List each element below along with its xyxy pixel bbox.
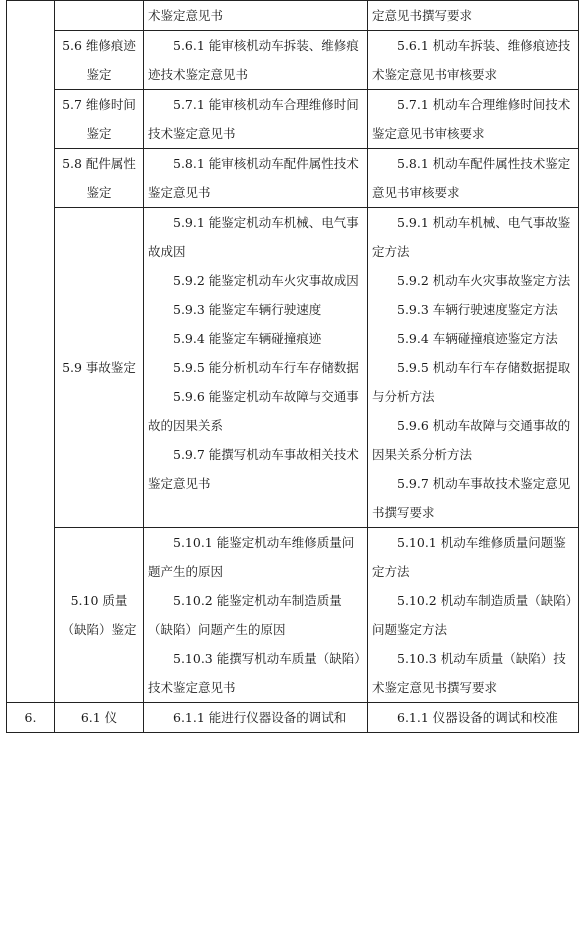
requirement-text: 5.10.2 机动车制造质量（缺陷）问题鉴定方法 [372,593,572,637]
requirement-text: 5.9.1 机动车机械、电气事故鉴定方法 [372,215,571,259]
category-text: 5.6 维修痕迹鉴定 [62,38,136,82]
category-cell [55,149,144,208]
table-row [7,149,579,208]
skill-cell [144,90,368,149]
category-cell [55,208,144,528]
requirement-text: 5.10.1 机动车维修质量问题鉴定方法 [372,535,566,579]
skill-cell [144,1,368,31]
requirement-cell [368,1,579,31]
skill-text: 5.9.7 能撰写机动车事故相关技术鉴定意见书 [148,447,359,491]
skill-text: 5.9.5 能分析机动车行车存储数据 [173,360,359,375]
requirement-text: 5.7.1 机动车合理维修时间技术鉴定意见书审核要求 [372,97,571,141]
requirement-text: 5.8.1 机动车配件属性技术鉴定意见书审核要求 [372,156,571,200]
skill-text: 5.10.3 能撰写机动车质量（缺陷）技术鉴定意见书 [148,651,361,695]
requirement-cell [368,528,579,703]
requirement-cell [368,90,579,149]
requirement-text: 5.9.3 车辆行驶速度鉴定方法 [397,302,558,317]
table-row [7,31,579,90]
requirement-cell [368,703,579,733]
category-text: 6.1 仪 [80,710,118,725]
skill-text: 5.9.3 能鉴定车辆行驶速度 [173,302,322,317]
requirement-text: 5.9.5 机动车行车存储数据提取与分析方法 [372,360,571,404]
category-cell [55,1,144,31]
skill-cell [144,208,368,528]
requirement-text: 5.9.6 机动车故障与交通事故的因果关系分析方法 [372,418,571,462]
skill-text: 5.9.4 能鉴定车辆碰撞痕迹 [173,331,322,346]
index-cell [7,703,55,733]
requirement-text: 5.10.3 机动车质量（缺陷）技术鉴定意见书撰写要求 [372,651,566,695]
table-row [7,208,579,528]
skill-text: 5.8.1 能审核机动车配件属性技术鉴定意见书 [148,156,359,200]
category-cell [55,31,144,90]
skill-cell [144,31,368,90]
index-text: 6. [24,710,37,725]
category-text: 5.7 维修时间鉴定 [62,97,136,141]
category-text: 5.9 事故鉴定 [62,360,136,375]
requirement-cell [368,31,579,90]
skill-cell [144,149,368,208]
requirement-cell [368,149,579,208]
category-cell [55,703,144,733]
requirement-text: 5.9.4 车辆碰撞痕迹鉴定方法 [397,331,558,346]
category-text: 5.10 质量（缺陷）鉴定 [61,593,137,637]
skill-text: 5.7.1 能审核机动车合理维修时间技术鉴定意见书 [148,97,359,141]
skill-standard-table [6,0,579,733]
skill-text: 6.1.1 能进行仪器设备的调试和 [173,710,347,725]
skill-text: 5.9.1 能鉴定机动车机械、电气事故成因 [148,215,359,259]
requirement-text: 5.6.1 机动车拆装、维修痕迹技术鉴定意见书审核要求 [372,38,571,82]
skill-cell [144,703,368,733]
requirement-text: 定意见书撰写要求 [372,8,473,23]
requirement-cell [368,208,579,528]
skill-text: 5.6.1 能审核机动车拆装、维修痕迹技术鉴定意见书 [148,38,359,82]
skill-text: 术鉴定意见书 [148,8,224,23]
category-cell [55,528,144,703]
skill-cell [144,528,368,703]
table-row [7,528,579,703]
skill-text: 5.9.2 能鉴定机动车火灾事故成因 [173,273,359,288]
table-row [7,1,579,31]
requirement-text: 5.9.7 机动车事故技术鉴定意见书撰写要求 [372,476,571,520]
table-row [7,90,579,149]
requirement-text: 6.1.1 仪器设备的调试和校准 [397,710,558,725]
skill-text: 5.9.6 能鉴定机动车故障与交通事故的因果关系 [148,389,359,433]
requirement-text: 5.9.2 机动车火灾事故鉴定方法 [397,273,571,288]
index-cell [7,1,55,703]
skill-text: 5.10.2 能鉴定机动车制造质量（缺陷）问题产生的原因 [148,593,342,637]
category-cell [55,90,144,149]
skill-text: 5.10.1 能鉴定机动车维修质量问题产生的原因 [148,535,355,579]
category-text: 5.8 配件属性鉴定 [62,156,136,200]
table-row [7,703,579,733]
